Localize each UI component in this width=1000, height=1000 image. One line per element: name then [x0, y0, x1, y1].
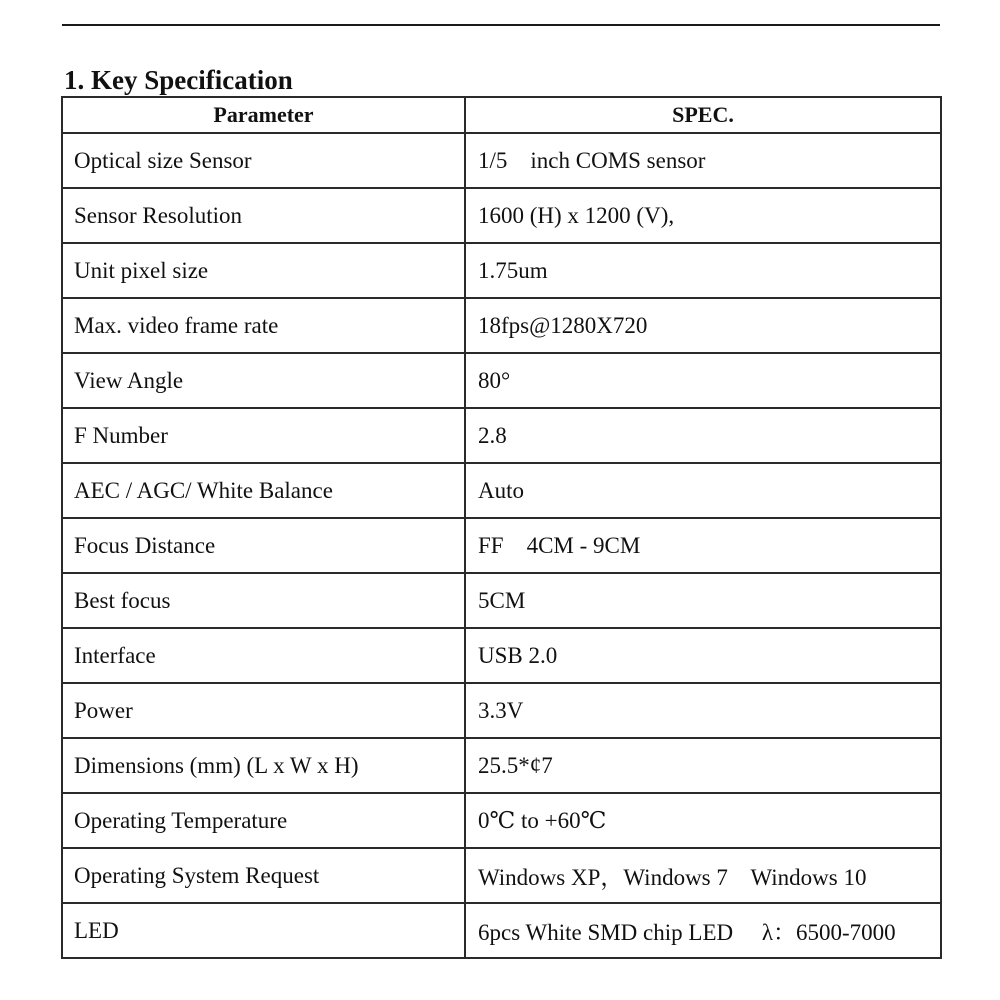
- spec-cell: 0℃ to +60℃: [465, 793, 941, 848]
- parameter-cell: LED: [62, 903, 465, 958]
- table-row: [62, 793, 941, 848]
- table-row: [62, 188, 941, 243]
- spec-cell: 2.8: [465, 408, 941, 463]
- spec-cell: 18fps@1280X720: [465, 298, 941, 353]
- table-row: [62, 573, 941, 628]
- parameter-cell: Unit pixel size: [62, 243, 465, 298]
- spec-cell: 25.5*¢7: [465, 738, 941, 793]
- parameter-cell: Operating System Request: [62, 848, 465, 903]
- table-row: [62, 628, 941, 683]
- table-row: [62, 463, 941, 518]
- spec-cell: 80°: [465, 353, 941, 408]
- table-row: [62, 408, 941, 463]
- table-row: [62, 353, 941, 408]
- table-row: [62, 298, 941, 353]
- spec-column-header: SPEC.: [465, 97, 941, 133]
- table-row: [62, 133, 941, 188]
- spec-cell: 6pcs White SMD chip LED λ：6500-7000: [465, 903, 941, 958]
- table-header-row: [62, 97, 941, 133]
- parameter-cell: Dimensions (mm) (L x W x H): [62, 738, 465, 793]
- spec-cell: 1600 (H) x 1200 (V),: [465, 188, 941, 243]
- top-divider: [62, 24, 940, 26]
- spec-cell: Windows XP，Windows 7 Windows 10: [465, 848, 941, 903]
- table-row: [62, 848, 941, 903]
- parameter-cell: View Angle: [62, 353, 465, 408]
- parameter-column-header: Parameter: [62, 97, 465, 133]
- parameter-cell: Best focus: [62, 573, 465, 628]
- spec-cell: USB 2.0: [465, 628, 941, 683]
- parameter-cell: Power: [62, 683, 465, 738]
- table-row: [62, 518, 941, 573]
- parameter-cell: Operating Temperature: [62, 793, 465, 848]
- parameter-cell: F Number: [62, 408, 465, 463]
- spec-cell: Auto: [465, 463, 941, 518]
- table-row: [62, 683, 941, 738]
- spec-cell: 1.75um: [465, 243, 941, 298]
- table-row: [62, 738, 941, 793]
- section-heading: 1. Key Specification: [64, 65, 293, 95]
- parameter-cell: Sensor Resolution: [62, 188, 465, 243]
- parameter-cell: Optical size Sensor: [62, 133, 465, 188]
- spec-cell: 3.3V: [465, 683, 941, 738]
- parameter-cell: Max. video frame rate: [62, 298, 465, 353]
- parameter-cell: AEC / AGC/ White Balance: [62, 463, 465, 518]
- spec-cell: 5CM: [465, 573, 941, 628]
- key-specification-table: [61, 96, 942, 959]
- table-row: [62, 243, 941, 298]
- parameter-cell: Interface: [62, 628, 465, 683]
- table-row: [62, 903, 941, 958]
- parameter-cell: Focus Distance: [62, 518, 465, 573]
- spec-cell: FF 4CM - 9CM: [465, 518, 941, 573]
- spec-cell: 1/5 inch COMS sensor: [465, 133, 941, 188]
